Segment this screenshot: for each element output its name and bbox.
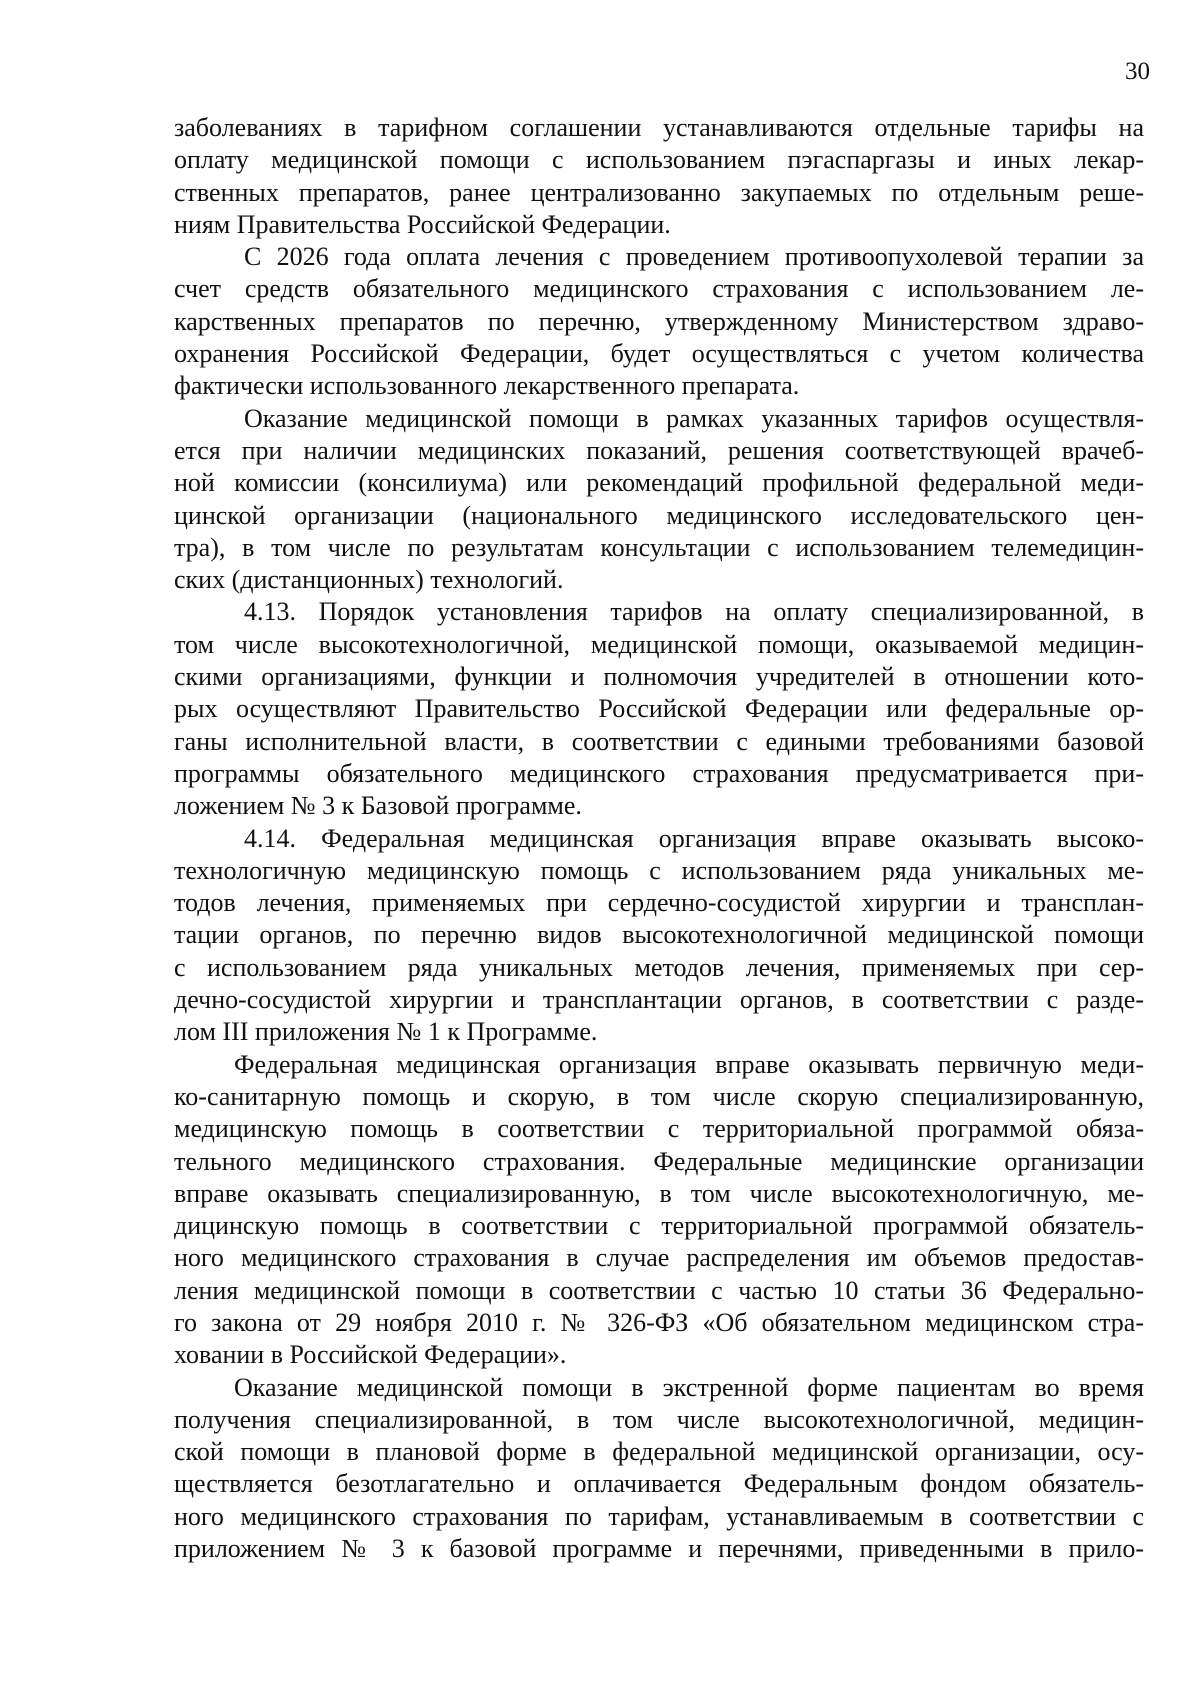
- text-line: оплату медицинской помощи с использованием пэгаспаргазы и иных лекар-: [174, 145, 1144, 175]
- document-body: [174, 112, 1144, 1565]
- text-line: Федеральная медицинская организация вправе оказывать первичную меди-: [234, 1049, 1144, 1079]
- text-line: фактически использованного лекарственного препарата.: [174, 371, 800, 401]
- text-line: приложением № 3 к базовой программе и перечнями, приведенными в прило-: [174, 1534, 1144, 1564]
- text-line: ской помощи в плановой форме в федеральной медицинской организации, осу-: [174, 1437, 1144, 1467]
- text-line: ется при наличии медицинских показаний, решения соответствующей врачеб-: [174, 435, 1144, 465]
- text-line: дицинскую помощь в соответствии с территориальной программой обязатель-: [174, 1211, 1144, 1241]
- text-line: тации органов, по перечню видов высокотехнологичной медицинской помощи: [174, 920, 1144, 950]
- text-line: ления медицинской помощи в соответствии с частью 10 статьи 36 Федерально-: [174, 1275, 1144, 1305]
- text-line: счет средств обязательного медицинского страхования с использованием ле-: [174, 274, 1144, 304]
- page-number: 30: [1125, 58, 1150, 85]
- text-line: скими организациями, функции и полномочия учредителей в отношении кото-: [174, 662, 1144, 692]
- text-line: ганы исполнительной власти, в соответствии с едиными требованиями базовой: [174, 726, 1144, 756]
- text-line: технологичную медицинскую помощь с использованием ряда уникальных ме-: [174, 855, 1144, 885]
- text-line: цинской организации (национального медицинского исследовательского цен-: [174, 500, 1144, 530]
- text-line: карственных препаратов по перечню, утвержденному Министерством здраво-: [174, 306, 1144, 336]
- text-line: ко-санитарную помощь и скорую, в том числе скорую специализированную,: [174, 1081, 1144, 1111]
- text-line: заболеваниях в тарифном соглашении устанавливаются отдельные тарифы на: [174, 113, 1144, 142]
- text-line: Оказание медицинской помощи в экстренной форме пациентам во время: [234, 1372, 1144, 1402]
- text-line: ховании в Российской Федерации».: [174, 1340, 567, 1370]
- text-line: ществляется безотлагательно и оплачивается Федеральным фондом обязатель-: [174, 1469, 1144, 1499]
- text-line: Оказание медицинской помощи в рамках указанных тарифов осуществля-: [244, 403, 1144, 433]
- text-line: тра), в том числе по результатам консультации с использованием телемедицин-: [174, 532, 1144, 562]
- text-line: вправе оказывать специализированную, в том числе высокотехнологичную, ме-: [174, 1178, 1144, 1208]
- text-line: ских (дистанционных) технологий.: [174, 565, 564, 595]
- text-line: ного медицинского страхования в случае распределения им объемов предостав-: [174, 1243, 1144, 1273]
- text-line: ной комиссии (консилиума) или рекомендаций профильной федеральной меди-: [174, 468, 1144, 498]
- text-line: ниям Правительства Российской Федерации.: [174, 209, 671, 239]
- text-line: с использованием ряда уникальных методов лечения, применяемых при сер-: [174, 952, 1144, 982]
- text-line: го закона от 29 ноября 2010 г. № 326-ФЗ «Об обязательном медицинском стра-: [174, 1307, 1144, 1337]
- text-line: том числе высокотехнологичной, медицинской помощи, оказываемой медицин-: [174, 629, 1144, 659]
- text-line: лом III приложения № 1 к Программе.: [174, 1017, 598, 1047]
- text-line: ного медицинского страхования по тарифам, устанавливаемым в соответствии с: [174, 1501, 1144, 1531]
- text-line: тодов лечения, применяемых при сердечно-сосудистой хирургии и трансплан-: [174, 888, 1144, 918]
- text-line: С 2026 года оплата лечения с проведением противоопухолевой терапии за: [244, 242, 1144, 272]
- text-line: ложением № 3 к Базовой программе.: [174, 791, 582, 821]
- text-line: медицинскую помощь в соответствии с территориальной программой обяза-: [174, 1114, 1144, 1144]
- text-line: дечно-сосудистой хирургии и трансплантации органов, в соответствии с разде-: [174, 985, 1144, 1015]
- text-line: получения специализированной, в том числе высокотехнологичной, медицин-: [174, 1404, 1144, 1434]
- text-line: программы обязательного медицинского страхования предусматривается при-: [174, 758, 1144, 788]
- text-line: ственных препаратов, ранее централизованно закупаемых по отдельным реше-: [174, 177, 1144, 207]
- text-line: рых осуществляют Правительство Российской Федерации или федеральные ор-: [174, 694, 1144, 724]
- text-line: охранения Российской Федерации, будет осуществляться с учетом количества: [174, 339, 1144, 369]
- text-line: 4.14. Федеральная медицинская организация вправе оказывать высоко-: [244, 823, 1144, 853]
- text-line: 4.13. Порядок установления тарифов на оплату специализированной, в: [244, 597, 1144, 627]
- text-line: тельного медицинского страхования. Федеральные медицинские организации: [174, 1146, 1144, 1176]
